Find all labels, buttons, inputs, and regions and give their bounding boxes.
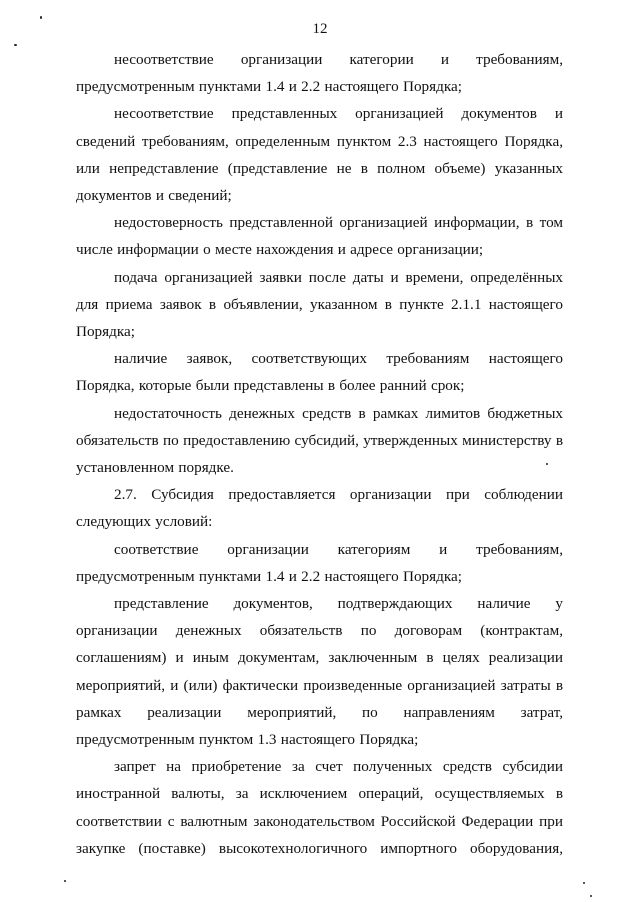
page-number: 12 <box>312 21 328 37</box>
paragraph-condition-category: соответствие организации категориям и требованиям, предусмотренным пунктами 1.4 и 2.2 настоящего Порядка; <box>76 540 563 585</box>
paragraph-criterion-documents: несоответствие представленных организацией документов и сведений требованиям, определенным пунктом 2.3 настоящего Порядка, или непредставление (представление не в полном объеме) указанных документов и сведений; <box>76 105 563 205</box>
scan-speck <box>14 44 17 46</box>
paragraph-criterion-category: несоответствие организации категории и требованиям, предусмотренным пунктами 1.4 и 2.2 настоящего Порядка; <box>76 51 563 96</box>
paragraph-condition-documents: представление документов, подтверждающих наличие у организации денежных обязательств по договорам (контрактам, соглашениям) и иным документам, заключенным в целях реализации мероприятий, и (или) фактически произведенные организацией затраты в рамках реализации мероприятий, по направлениям затрат, предусмотренным пунктом 1.3 настоящего Порядка; <box>76 595 563 749</box>
paragraph-criterion-false-info: недостоверность представленной организацией информации, в том числе информации о месте нахождения и адресе организации; <box>76 214 563 259</box>
scan-speck <box>40 16 42 19</box>
paragraph-criterion-earlier-applications: наличие заявок, соответствующих требованиям настоящего Порядка, которые были представлены в более ранний срок; <box>76 350 563 395</box>
scan-speck <box>590 895 592 897</box>
paragraph-criterion-insufficient-funds: недостаточность денежных средств в рамках лимитов бюджетных обязательств по предоставлению субсидий, утвержденных министерству в установленном порядке. <box>76 404 563 477</box>
scan-speck <box>64 880 66 882</box>
scan-speck <box>583 882 585 884</box>
paragraph-criterion-late-application: подача организацией заявки после даты и времени, определённых для приема заявок в объявлении, указанном в пункте 2.1.1 настоящего Порядка; <box>76 268 563 341</box>
scan-speck <box>546 463 548 465</box>
paragraph-condition-currency-ban: запрет на приобретение за счет полученных средств субсидии иностранной валюты, за исключением операций, осуществляемых в соответствии с валютным законодательством Российской Федерации при закупке (поставке) высокотехнологичного импортного оборудования, <box>76 758 563 857</box>
paragraph-section-2-7: 2.7. Субсидия предоставляется организации при соблюдении следующих условий: <box>76 486 563 531</box>
document-body <box>76 46 563 862</box>
